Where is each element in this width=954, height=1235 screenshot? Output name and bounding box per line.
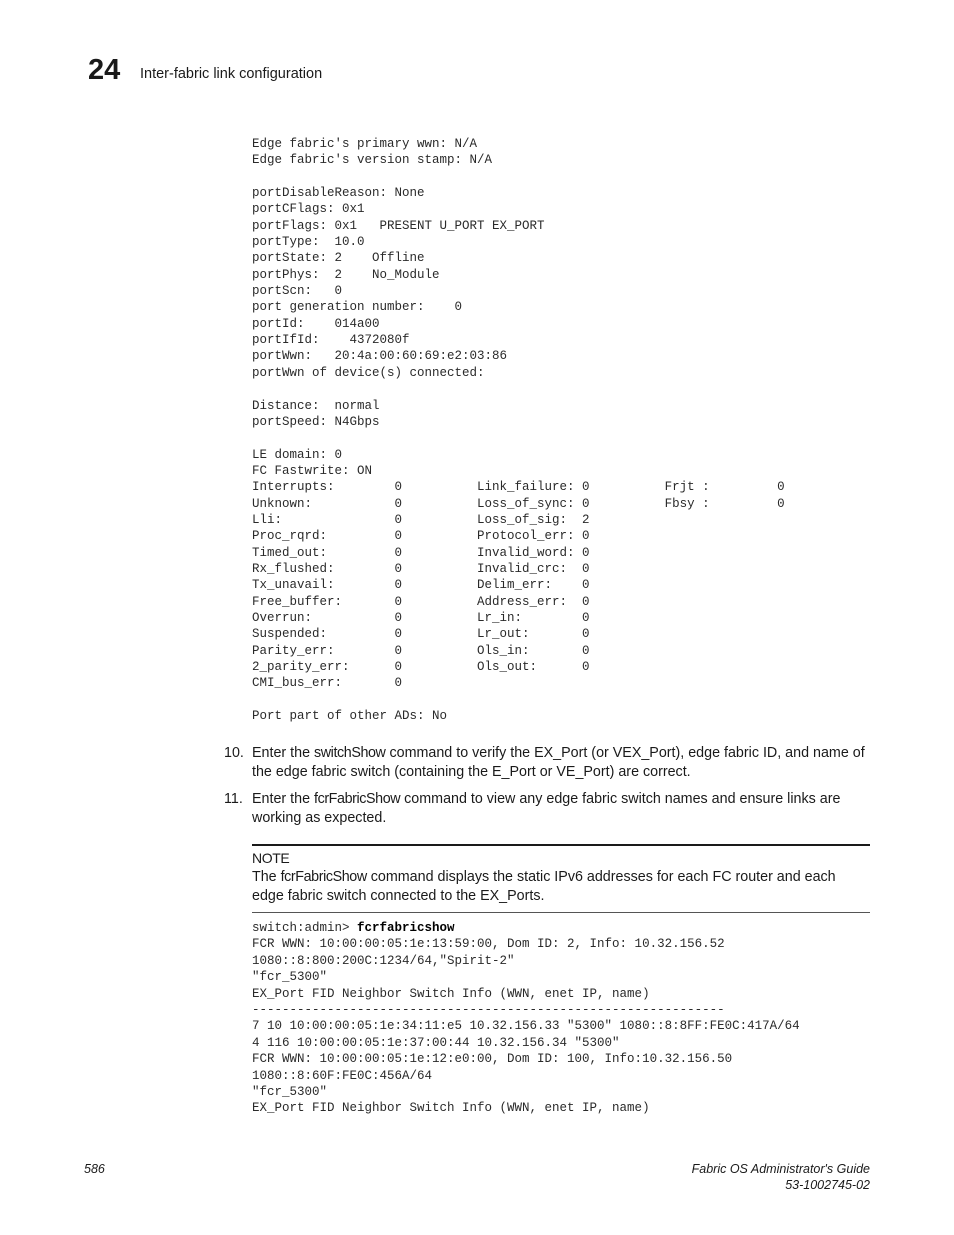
code-line: port generation number: 0 xyxy=(252,300,463,315)
code-line: EX_Port FID Neighbor Switch Info (WWN, enet IP, name) xyxy=(252,1101,650,1116)
command-name: fcrFabricShow xyxy=(280,869,367,885)
code-line: 4 116 10:00:00:05:1e:37:00:44 10.32.156.34 "5300" xyxy=(252,1035,620,1050)
footer-page-number: 586 xyxy=(84,1162,105,1176)
code-line: portWwn: 20:4a:00:60:69:e2:03:86 xyxy=(252,349,508,364)
code-line: Timed_out: 0 Invalid_word: 0 xyxy=(252,545,590,560)
footer-doc-number: 53-1002745-02 xyxy=(785,1178,870,1192)
code-line: Rx_flushed: 0 Invalid_crc: 0 xyxy=(252,561,590,576)
code-line: 1080::8:800:200C:1234/64,"Spirit-2" xyxy=(252,953,515,968)
code-line: --------------------------------------------------------------- xyxy=(252,1003,725,1018)
footer-doc-info xyxy=(692,1161,870,1193)
code-line: Distance: normal xyxy=(252,398,380,413)
code-line: Interrupts: 0 Link_failure: 0 Frjt : 0 xyxy=(252,480,785,495)
code-line: portType: 10.0 xyxy=(252,235,365,250)
code-line: Edge fabric's primary wwn: N/A xyxy=(252,137,478,151)
code-line: LE domain: 0 xyxy=(252,447,343,462)
note-box xyxy=(252,844,870,913)
cli-command: fcrfabricshow xyxy=(357,921,455,935)
port-show-output xyxy=(252,136,785,724)
code-line: 2_parity_err: 0 Ols_out: 0 xyxy=(252,660,590,674)
chapter-title: Inter-fabric link configuration xyxy=(140,66,323,82)
code-line: FCR WWN: 10:00:00:05:1e:12:e0:00, Dom ID: 100, Info:10.32.156.50 xyxy=(252,1052,733,1067)
code-line: Overrun: 0 Lr_in: 0 xyxy=(252,610,590,625)
code-line: Unknown: 0 Loss_of_sync: 0 Fbsy : 0 xyxy=(252,496,785,511)
code-line: portId: 014a00 xyxy=(252,316,380,331)
command-name: fcrFabricShow xyxy=(314,791,401,807)
step-text-post: command to verify the EX_Port (or VEX_Port), edge fabric ID, and name of the edge fabric switch (containing the E_Port or VE_Port) are correct. xyxy=(252,745,865,780)
code-line: portIfId: 4372080f xyxy=(252,333,410,348)
code-line: portWwn of device(s) connected: xyxy=(252,365,485,380)
chapter-number: 24 xyxy=(88,54,121,86)
code-line: Lli: 0 Loss_of_sig: 2 xyxy=(252,512,590,527)
code-line: CMI_bus_err: 0 xyxy=(252,676,403,691)
code-line: portCFlags: 0x1 xyxy=(252,202,365,217)
procedure-steps xyxy=(224,744,874,836)
code-line: Free_buffer: 0 Address_err: 0 xyxy=(252,594,590,609)
note-text-post: command displays the static IPv6 addresses for each FC router and each edge fabric switch connected to the EX_Ports. xyxy=(252,869,836,904)
code-line: Proc_rqrd: 0 Protocol_err: 0 xyxy=(252,529,590,544)
step-10 xyxy=(224,744,874,782)
code-line: "fcr_5300" xyxy=(252,970,328,985)
code-line: portDisableReason: None xyxy=(252,186,425,201)
code-line: Tx_unavail: 0 Delim_err: 0 xyxy=(252,578,590,593)
code-line: portScn: 0 xyxy=(252,284,343,299)
step-11 xyxy=(224,790,874,828)
step-text-post: command to view any edge fabric switch names and ensure links are working as expected. xyxy=(252,791,841,826)
code-line: portSpeed: N4Gbps xyxy=(252,414,380,429)
code-line: Suspended: 0 Lr_out: 0 xyxy=(252,627,590,642)
footer-doc-title: Fabric OS Administrator's Guide xyxy=(691,1162,870,1176)
fcrfabricshow-output xyxy=(252,920,800,1117)
step-text-pre: Enter the xyxy=(252,745,314,761)
code-line: portPhys: 2 No_Module xyxy=(252,267,440,282)
note-heading: NOTE xyxy=(252,850,290,866)
code-line: 1080::8:60F:FE0C:456A/64 xyxy=(252,1068,433,1083)
code-line: portState: 2 Offline xyxy=(252,251,425,266)
code-line: FC Fastwrite: ON xyxy=(252,463,373,478)
code-line: 7 10 10:00:00:05:1e:34:11:e5 10.32.156.33 "5300" 1080::8:8FF:FE0C:417A/64 xyxy=(252,1019,800,1034)
code-line: Port part of other ADs: No xyxy=(252,709,448,724)
code-line: Edge fabric's version stamp: N/A xyxy=(252,153,493,168)
code-line: portFlags: 0x1 PRESENT U_PORT EX_PORT xyxy=(252,218,545,233)
code-line: "fcr_5300" xyxy=(252,1085,328,1100)
step-number: 10. xyxy=(224,745,244,761)
code-line: EX_Port FID Neighbor Switch Info (WWN, enet IP, name) xyxy=(252,986,650,1001)
command-name: switchShow xyxy=(314,745,386,761)
code-line: FCR WWN: 10:00:00:05:1e:13:59:00, Dom ID: 2, Info: 10.32.156.52 xyxy=(252,937,725,952)
step-number: 11. xyxy=(224,791,243,807)
step-text-pre: Enter the xyxy=(252,791,314,807)
note-text-pre: The xyxy=(252,869,281,885)
code-line: Parity_err: 0 Ols_in: 0 xyxy=(252,643,590,658)
note-body xyxy=(252,868,870,906)
cli-prompt: switch:admin> xyxy=(252,921,358,935)
